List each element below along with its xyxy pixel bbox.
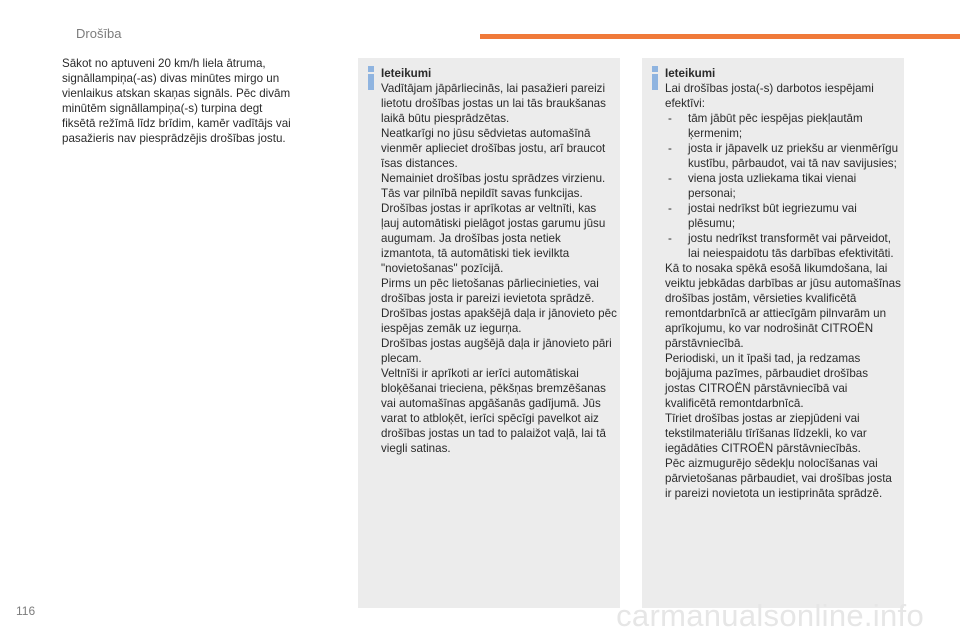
info-paragraph: Kā to nosaka spēkā esošā likumdošana, lai veiktu jebkādas darbības ar jūsu automašīnas drošības jostām, vērsieties kvalificētā remontdarbnīcā ar attiecīgām pilnvarām un aprīkojumu, ko var nodrošināt CITROËN pārstāvniecībā. bbox=[665, 262, 901, 350]
info-panel-left-body bbox=[381, 66, 617, 456]
info-panel-right bbox=[642, 58, 904, 608]
list-item: - jostu nedrīkst transformēt vai pārveidot, lai neiespaidotu tās darbības efektivitāti. bbox=[668, 232, 894, 260]
info-panel-right-body bbox=[665, 66, 901, 501]
info-paragraph: Periodiski, un it īpaši tad, ja redzamas bojājuma pazīmes, pārbaudiet drošības jostas CITROËN pārstāvniecībā vai kvalificētā remontdarbnīcā. bbox=[665, 352, 869, 410]
info-paragraph: Neatkarīgi no jūsu sēdvietas automašīnā vienmēr aplieciet drošības jostu, arī braucot īsas distances. bbox=[381, 127, 606, 170]
section-accent-bar bbox=[480, 34, 960, 39]
info-paragraph: Drošības jostas augšējā daļa ir jānovieto pāri plecam. bbox=[381, 337, 612, 365]
section-title: Drošība bbox=[76, 26, 122, 41]
info-paragraph: Drošības jostas apakšējā daļa ir jānovieto pēc iespējas zemāk uz iegurņa. bbox=[381, 307, 617, 335]
list-item: - tām jābūt pēc iespējas piekļautām ķermenim; bbox=[668, 112, 863, 140]
intro-text: Sākot no aptuveni 20 km/h liela ātruma, signāllampiņa(-as) divas minūtes mirgo un vienlaikus atskan skaņas signāls. Pēc divām minūtēm signāllampiņa(-s) turpina degt fiksētā režīmā līdz brīdim, kamēr vadītājs vai pasažieris nav piesprādzējis drošības jostu. bbox=[62, 57, 291, 145]
intro-column bbox=[62, 56, 324, 146]
list-item-text: jostu nedrīkst transformēt vai pārveidot, lai neiespaidotu tās darbības efektivitāti. bbox=[688, 232, 894, 260]
list-item: - jostai nedrīkst būt iegriezumu vai plēsumu; bbox=[668, 202, 857, 230]
list-item-text: viena josta uzliekama tikai vienai personai; bbox=[688, 172, 857, 200]
list-item-text: jostai nedrīkst būt iegriezumu vai plēsumu; bbox=[688, 202, 857, 230]
list-item-text: tām jābūt pēc iespējas piekļautām ķermenim; bbox=[688, 112, 863, 140]
info-heading: Ieteikumi bbox=[381, 67, 432, 80]
info-paragraph: Drošības jostas ir aprīkotas ar veltnīti, kas ļauj automātiski pielāgot jostas garumu jūsu augumam. Ja drošības josta netiek izmantota, tā automātiski tiek ievilkta "novietošanas" pozīcijā. bbox=[381, 202, 606, 275]
info-intro: Lai drošības josta(-s) darbotos iespējami efektīvi: bbox=[665, 82, 874, 110]
info-paragraph: Pēc aizmugurējo sēdekļu nolocīšanas vai pārvietošanas pārbaudiet, vai drošības josta ir pareizi novietota un iestiprināta sprādzē. bbox=[665, 457, 892, 500]
info-paragraph: Tīriet drošības jostas ar ziepjūdeni vai tekstilmateriālu tīrīšanas līdzekli, ko var iegādāties CITROËN pārstāvniecībās. bbox=[665, 412, 867, 455]
list-item: - josta ir jāpavelk uz priekšu ar vienmērīgu kustību, pārbaudot, vai tā nav savijusies; bbox=[668, 142, 899, 170]
info-paragraph: Nemainiet drošības jostu sprādzes virzienu. Tās var pilnībā nepildīt savas funkcijas. bbox=[381, 172, 606, 200]
info-paragraph: Vadītājam jāpārliecinās, lai pasažieri pareizi lietotu drošības jostas un lai tās braukšanas laikā būtu piesprādzētas. bbox=[381, 82, 606, 125]
list-item: - viena josta uzliekama tikai vienai personai; bbox=[668, 172, 857, 200]
watermark: carmanualsonline.info bbox=[616, 598, 924, 633]
info-heading: Ieteikumi bbox=[665, 67, 716, 80]
info-icon bbox=[367, 66, 375, 90]
info-panel-left bbox=[358, 58, 620, 608]
info-paragraph: Veltnīši ir aprīkoti ar ierīci automātiskai bloķēšanai trieciena, pēkšņas bremzēšanas vai automašīnas apgāšanās gadījumā. Jūs varat to atbloķēt, ierīci spēcīgi pavelkot aiz drošības jostas un tad to palaižot vaļā, lai tā viegli satinas. bbox=[381, 367, 606, 455]
info-paragraph: Pirms un pēc lietošanas pārliecinieties, vai drošības josta ir pareizi ievietota sprādzē. bbox=[381, 277, 599, 305]
list-item-text: josta ir jāpavelk uz priekšu ar vienmērīgu kustību, pārbaudot, vai tā nav savijusies; bbox=[688, 142, 899, 170]
page-number: 116 bbox=[16, 604, 36, 618]
info-icon bbox=[651, 66, 659, 90]
